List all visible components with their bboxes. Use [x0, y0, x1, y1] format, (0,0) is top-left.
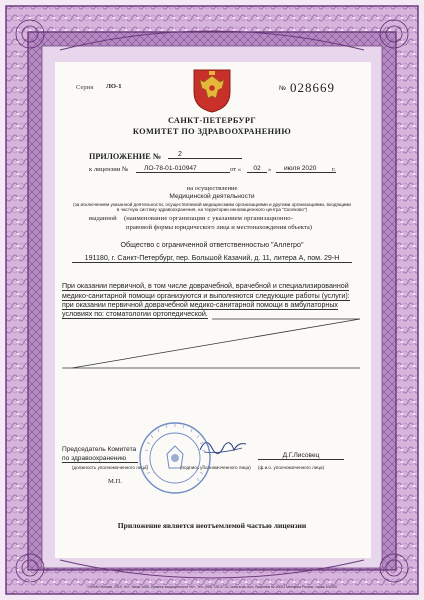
organization-name: Общество с ограниченной ответственностью "Аллегро"	[120, 241, 304, 249]
title-committee: КОМИТЕТ ПО ЗДРАВООХРАНЕНИЮ	[132, 127, 292, 136]
activity-on-label: на осуществление	[186, 185, 238, 192]
position-caption: (должность уполномоченного лица)	[72, 465, 149, 470]
series-value: ЛО-1	[106, 83, 122, 90]
services-line-1: При оказании первичной, в том числе доврачебной, врачебной и специализированной	[62, 282, 349, 290]
services-line-2: медико-санитарной помощи организуются и выполняются следующие работы (услуги):	[62, 292, 350, 300]
services-line-4: условиях по: стоматологии ортопедической.	[62, 310, 208, 318]
appendix-number: 2	[168, 150, 242, 159]
activity-value: Медицинской деятельности	[169, 193, 255, 200]
strikeout-lines	[62, 318, 362, 372]
print-info: «ЗНАК» Москва, 2019, «Б», Заказ 1496, Уровень защищенности «Б», Тел. (495) 726-47-42, www.znak.com, Лицензия № 00001 Минфина России, тираж 100000	[87, 585, 337, 589]
number-label: №	[279, 85, 287, 92]
series-label: Серия	[76, 84, 94, 91]
name-caption: (ф.и.о. уполномоченного лица)	[258, 465, 325, 470]
coat-of-arms-icon	[190, 66, 234, 114]
official-stamp-icon	[137, 420, 213, 496]
issued-caption-2: правовой формы юридического лица и местонахождения объекта)	[126, 224, 312, 231]
appendix-note: Приложение является неотъемлемой частью лицензии	[117, 521, 307, 530]
title-city: САНКТ-ПЕТЕРБУРГ	[167, 116, 257, 125]
signer-position-2: по здравоохранению	[62, 455, 138, 463]
signer-name: Д.Г.Лисовец	[258, 452, 344, 460]
form-number: 028669	[290, 80, 335, 95]
activity-note-2: в частную систему здравоохранения, на территории инновационного центра "Сколково")	[116, 207, 308, 212]
license-day: 02	[247, 165, 267, 173]
signer-position-1: Председатель Комитета	[62, 446, 137, 453]
date-quote-close: »	[268, 166, 272, 173]
activity-note-1: (за исключением указанной деятельности, осуществляемой медицинскими организациями и другими организациями, входящими	[73, 202, 351, 207]
seal-place-label: М.П.	[108, 478, 122, 485]
signature-caption: (подпись уполномоченного лица)	[180, 465, 251, 470]
issued-caption-1: (наименование организации с указанием организационно-	[124, 215, 293, 222]
date-from-label: от «	[230, 166, 242, 173]
issued-label: выданной	[89, 215, 117, 222]
appendix-label: ПРИЛОЖЕНИЕ №	[89, 152, 162, 161]
license-label: к лицензии №	[89, 166, 129, 173]
services-line-3: при оказании первичной доврачебной медико-санитарной помощи в амбулаторных	[62, 301, 338, 309]
organization-address: 191180, г. Санкт-Петербург, пер. Большой Казачий, д. 11, литера А, пом. 29-Н	[72, 254, 352, 263]
license-number: ЛО-78-01-010947	[136, 165, 230, 173]
year-suffix: г.	[332, 166, 336, 173]
license-month-year: июля 2020	[276, 165, 336, 173]
